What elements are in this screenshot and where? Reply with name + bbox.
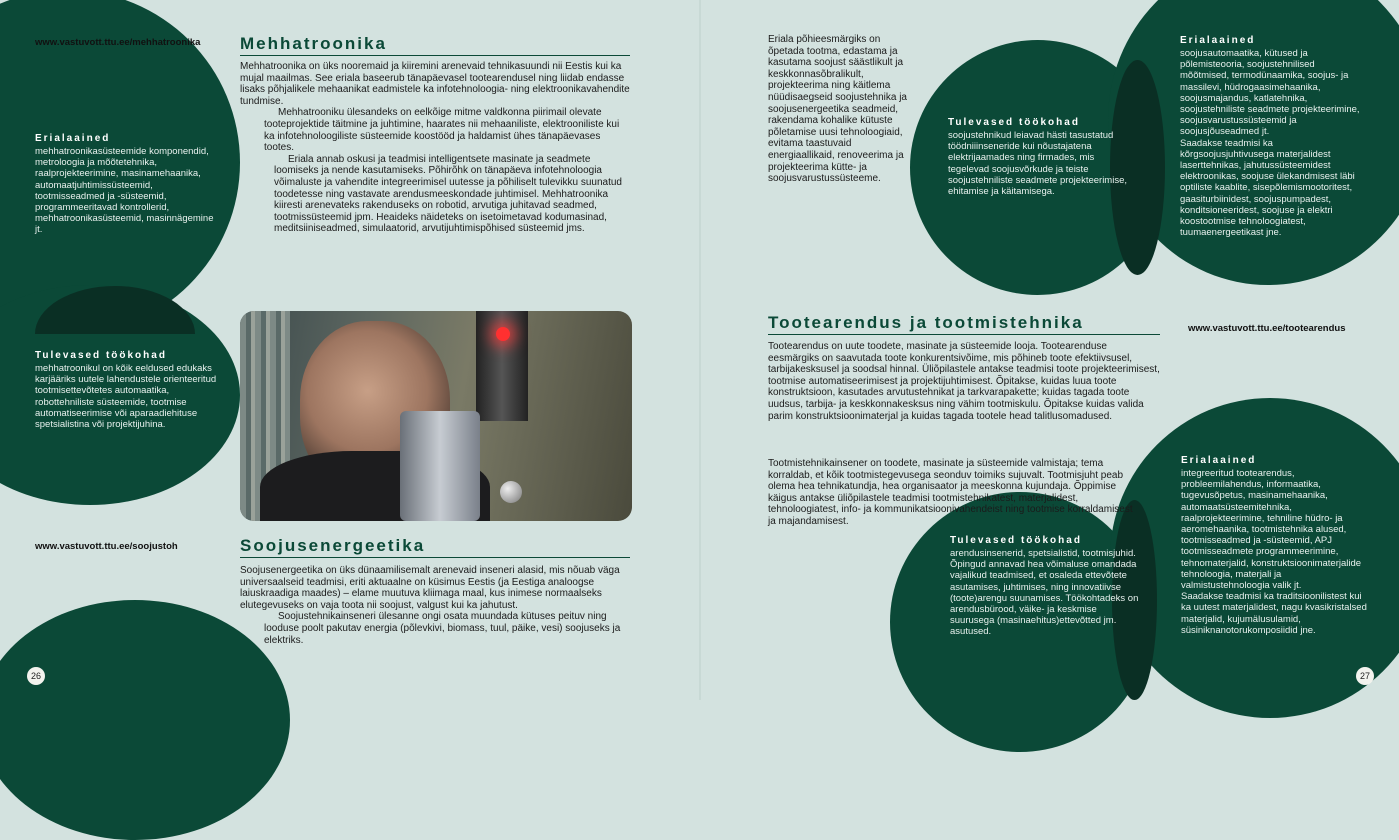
product-tulevased-text: arendusinsenerid, spetsialistid, tootmisjuhid. Õpingud annavad hea võimaluse omandada vajalikud teadmised, et osaleda ettevõtete asutamises, juhtimises, ning innovatiivse (toote)arengu suunamises. Töökohtadeks on arendusbürood, väike- ja keskmise suurusega (masinaehitus)ettevõtted jm. asutused. [950, 548, 1139, 638]
mechatronics-text [240, 61, 632, 235]
mechatronics-erialaained-title: Erialaained [35, 133, 111, 144]
page-number-right: 27 [1356, 667, 1374, 685]
energy-erialaained-box [1180, 35, 1366, 238]
energy-erialaained-text2: Saadakse teadmisi ka kõrgsoojusjuhtivusega materjalidest laserttehnikas, jahutussüsteemidest elektroonikas, soojuse ülekandmisest läbi optiliste kaablite, sisepõlemismootoritest, gaasiturbiinidest, soojuspumpadest, konditsioneeridest, soojuse ja elektri koostootmise tehnoloogiatest, tuumaenergeetikast jne. [1180, 137, 1355, 239]
energy-continuation-text: Eriala põhieesmärgiks on õpetada tootma, edastama ja kasutama soojust säästlikult ja keskkonnasõbralikult, projekteerima ning käitlema nüüdisaegseid soojustehnika ja soojusenergeetika seadmeid, rakendama kohalike kütuste põletamise uusi tehnoloogiaid, evitama taastuvaid energiaallikaid, renoveerima ja projekteerima kütte- ja soojusvarustussüsteeme. [768, 34, 907, 185]
product-erialaained-box [1181, 455, 1369, 636]
product-erialaained-title: Erialaained [1181, 455, 1257, 466]
student-photo [240, 311, 632, 521]
mechatronics-p1: Mehhatroonika on üks nooremaid ja kiiremini arenevaid tehnikasuundi nii Eestis kui ka mujal maailmas. See eriala baseerub tänapäevasel tootearendusel ning liidab endasse lisaks põhjalikele mehaanikat eadmistele ka infotehnoloogia- ning elektroonikavahendite tundmise. [240, 61, 630, 107]
mechatronics-erialaained-box [35, 133, 220, 236]
mechatronics-rule [240, 55, 630, 56]
energy-title: Soojusenergeetika [240, 536, 426, 555]
photo-probe-light [496, 327, 510, 341]
product-text-1: Tootearendus on uute toodete, masinate ja süsteemide looja. Tootearenduse eesmärgiks on saavutada toote konkurentsivõime, mis põhineb toote efektiivsusel, tarbijakesksusel ja soodsal hinnal. Üliõpilastele antakse teadmisi toote projekteerimisest, tootmise automatiseerimisest ja projektijuhtimisest. Õpitakse, kuidas luua toote konstruktsioon, kasutades arvutustehnikat ja tarkvarapakette; kuidas tagada toote uudsus, tarbija- ja keskkonnakesksus ning vähim tootmiskulu. Õpitakse kuidas valida parim konstruktsioonimaterjal ja kuidas tagada tootele head talitlusomadused. [768, 341, 1160, 422]
product-tulevased-box [950, 535, 1140, 638]
product-tulevased-title: Tulevased töökohad [950, 535, 1082, 546]
mechatronics-title: Mehhatroonika [240, 34, 387, 53]
photo-part [400, 411, 480, 521]
url-soojustoh[interactable]: www.vastuvott.ttu.ee/soojustoh [35, 541, 178, 552]
mechatronics-p2: Mehhatrooniku ülesandeks on eelkõige mitme valdkonna piirimail olevate tooteprojektide täitmine ja juhtimine, haarates nii mehaaniliste, elektrooniliste kui ka infotehnoloogiliste süsteemide koostööd ja haldamist ühes tänapäevases tootes. [264, 107, 620, 154]
page-spine [699, 0, 701, 700]
energy-text [240, 565, 632, 646]
product-rule [768, 334, 1160, 335]
energy-tulevased-box [948, 117, 1136, 197]
product-text-2: Tootmistehnikainsener on toodete, masinate ja süsteemide valmistaja; tema korraldab, et kõik tootmistegevusega seonduv toimiks sujuvalt. Tootmisjuht peab olema hea tehnikatundja, hea organisaator ja meeskonna kujundaja. Õppimise käigus antakse üliõpilastele teadmisi tootmistehnikatest, materjalidest, tehnoloogiatest, info- ja kommunikatsioonivahendeist ning tootmise korraldamisest ja majandamisest. [768, 458, 1133, 527]
energy-p2: Soojustehnikainseneri ülesanne ongi osata muundada kütuses peituv ning looduse poolt pakutav energia (põlevkivi, biomass, tuul, päike, vesi) soojuseks ja elektriks. [264, 611, 621, 646]
page-number-left: 26 [27, 667, 45, 685]
energy-erialaained-text: soojusautomaatika, kütused ja põlemisteooria, soojustehnilised mõõtmised, termodünaamika, soojus- ja massilevi, hüdrogaasimehaanika, soojusmajandus, katlatehnika, soojustehniliste seadmete projekteerimine, soojusvarustussüsteemid ja soojusjõuseadmed jt. [1180, 48, 1360, 138]
mechatronics-tulevased-box [35, 350, 220, 430]
energy-p1: Soojusenergeetika on üks dünaamilisemalt arenevaid inseneri alasid, mis nõuab väga universaalseid teadmisi, eriti aktuaalne on küsimus Eestis (ja Eestiga analoogse laiuskraadiga maades) – elame muutuva kliimaga maal, kus inimese normaalseks elutegevuseks on vaja toota nii soojust, valgust kui ka jahutust. [240, 565, 620, 611]
product-erialaained-text2: Saadakse teadmisi ka traditsioonilistest kui ka uutest materjalidest, nagu kvasikristalsed materjalid, kujumälusulamid, süsiniknanotorukomposiidid jne. [1181, 591, 1367, 636]
mechatronics-erialaained-text: mehhatroonikasüsteemide komponendid, metroloogia ja mõõtetehnika, raalprojekteerimine, masinamehaanika, automaatjuhtimissüsteemid, tootmisseadmed ja -süsteemid, programmeeritavad kontrollerid, mehhatroonikasüsteemid, masinnägemine jt. [35, 146, 214, 236]
mechatronics-p3: Eriala annab oskusi ja teadmisi intelligentsete masinate ja seadmete loomiseks ja nende kasutamiseks. Põhirõhk on tänapäeva infotehnoloogia võimaluste ja vahendite integreerimisel uutesse ja põhiliselt tulevikku suunatud toodetesse ning vastavate arendusmeeskondade juhtimisel. Mehhatroonika kiiresti arenevateks rakenduseks on robotid, arvutiga juhitavad seadmed, tootmissüsteemid jpm. Heaideks näideteks on isetoimetavad kodumasinad, meditsiiniseadmed, simulaatorid, arvutijuhtimispõhised süsteemid jms. [274, 153, 622, 235]
mechatronics-tulevased-title: Tulevased töökohad [35, 350, 167, 361]
energy-tulevased-title: Tulevased töökohad [948, 117, 1080, 128]
mechatronics-tulevased-text: mehhatroonikul on kõik eeldused edukaks karjääriks uutele lahendustele orienteeritud tootmisettevõtetes automaatika, robottehniliste süsteemide, tootmise automatiseerimise või aparaadiehituse spetsialistina või projektijuhina. [35, 363, 217, 431]
energy-tulevased-text: soojustehnikud leiavad hästi tasustatud töödniiinseneride kui nõustajatena elektrijaamades ning firmades, mis tegelevad soojusvõrkude ja teiste soojustehniliste seadmete projekteerimise, ehitamise ja käitamisega. [948, 130, 1128, 198]
photo-ball [500, 481, 522, 503]
url-mehhatroonika[interactable]: www.vastuvott.ttu.ee/mehhatroonika [35, 37, 201, 48]
energy-erialaained-title: Erialaained [1180, 35, 1256, 46]
product-erialaained-text: integreeritud tootearendus, probleemilahendus, informaatika, tugevusõpetus, masinamehaanika, automaatsüsteemitehnika, raalprojekteerimine, tehniline hüdro- ja aeromehaanika, tootmistehnika alused, tootmisseadmed ja -süsteemid, APJ tootmisseadmete programmeerimine, tehnomaterjalid, konstruktsioonimaterjalide tehnoloogia, materjali ja valmistustehnoloogia valik jt. [1181, 468, 1362, 592]
energy-rule [240, 557, 630, 558]
url-tootearendus[interactable]: www.vastuvott.ttu.ee/tootearendus [1188, 323, 1346, 334]
product-title: Tootearendus ja tootmistehnika [768, 313, 1084, 332]
